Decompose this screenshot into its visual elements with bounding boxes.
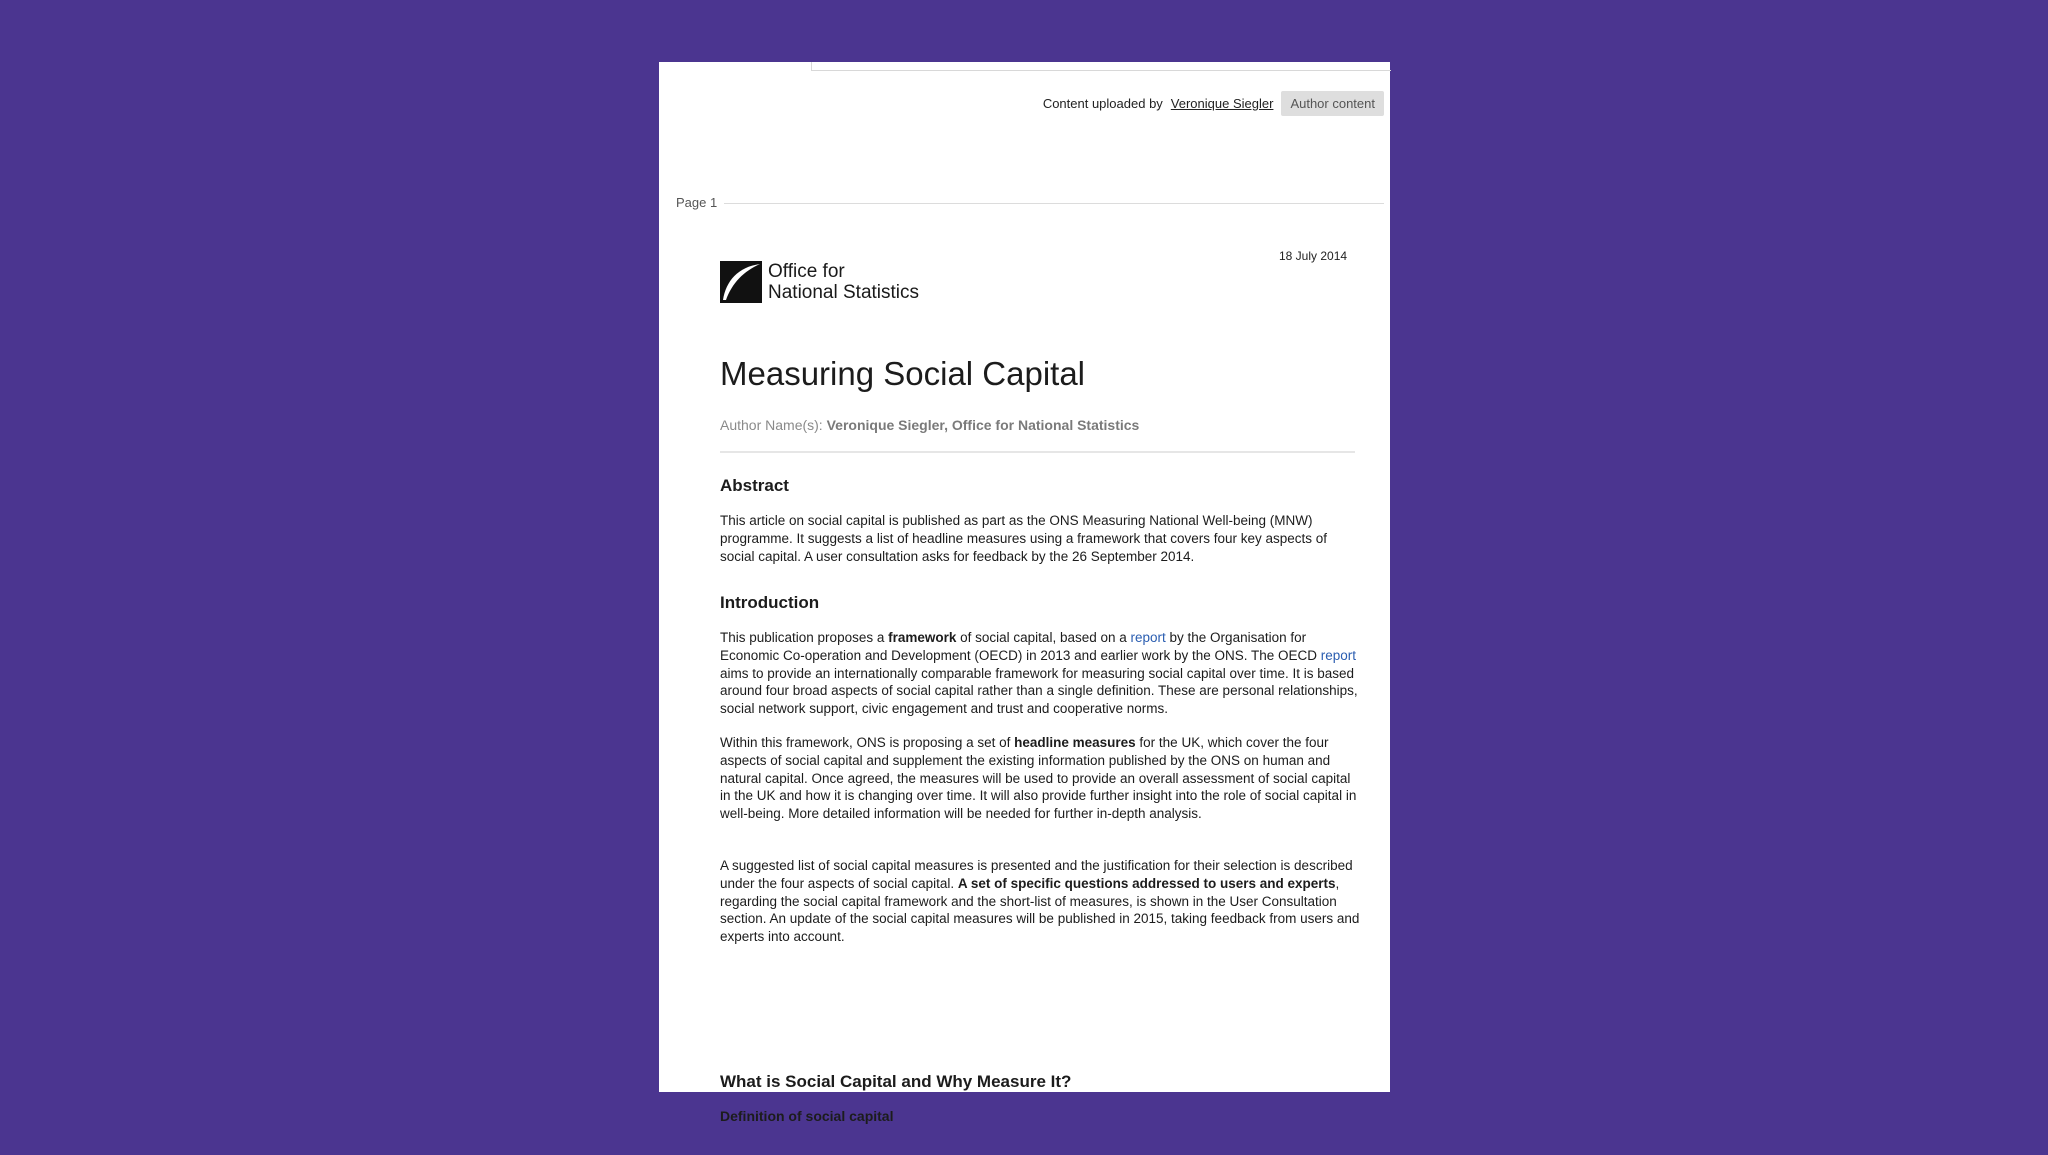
document-title: Measuring Social Capital [720,355,1086,392]
ons-logo-icon [720,261,762,303]
toolbar-edge [811,62,1391,71]
intro-paragraph-1: This publication proposes a framework of social capital, based on a report by the Organisation for Economic Co-operation and Development (OECD) in 2013 and earlier work by the ONS. The OECD report aims to provide an internationally comparable framework for measuring social capital over time. It is based around four broad aspects of social capital rather than a single definition. These are personal relationships, social network support, civic engagement and trust and cooperative norms. [720,630,1358,717]
author-content-button[interactable]: Author content [1281,91,1384,116]
section-heading: What is Social Capital and Why Measure It? [720,1072,1072,1091]
document-page [659,62,1390,1124]
abstract-heading: Abstract [720,476,789,495]
ons-logo [720,261,919,303]
upload-info-bar [1043,90,1384,116]
oecd-report-link[interactable]: report [1130,630,1166,645]
author-line [720,417,1139,433]
introduction-heading: Introduction [720,593,820,612]
document-date: 18 July 2014 [1279,249,1348,263]
title-divider [720,451,1355,453]
author-names: Veronique Siegler, Office for National Statistics [826,417,1140,433]
page-divider [724,203,1384,204]
uploaded-by-label: Content uploaded by [1042,95,1163,111]
uploader-link[interactable]: Veronique Siegler [1170,95,1274,111]
intro-paragraph-2: Within this framework, ONS is proposing a set of headline measures for the UK, which cover the four aspects of social capital and supplement the existing information published by the ONS on human and natural capital. Once agreed, the measures will be used to provide an overall assessment of social capital in the UK and how it is changing over time. It will also provide further insight into the role of social capital in well-being. More detailed information will be needed for further in-depth analysis. [720,735,1357,822]
abstract-text: This article on social capital is published as part as the ONS Measuring National Well-being (MNW) programme. It suggests a list of headline measures using a framework that covers four key aspects of social capital. A user consultation asks for feedback by the 26 September 2014. [720,513,1328,564]
page-number-label: Page 1 [676,195,718,210]
ons-logo-text: Office for National Statistics [768,261,920,303]
section-subheading: Definition of social capital [720,1108,894,1124]
author-label: Author Name(s): [720,417,823,433]
intro-paragraph-3: A suggested list of social capital measures is presented and the justification for their selection is described under the four aspects of social capital. A set of specific questions addressed to users and experts, regarding the social capital framework and the short-list of measures, is shown in the User Consultation section. An update of the social capital measures will be published in 2015, taking feedback from users and experts into account. [720,858,1360,945]
oecd-report-link-2[interactable]: report [1320,647,1357,663]
